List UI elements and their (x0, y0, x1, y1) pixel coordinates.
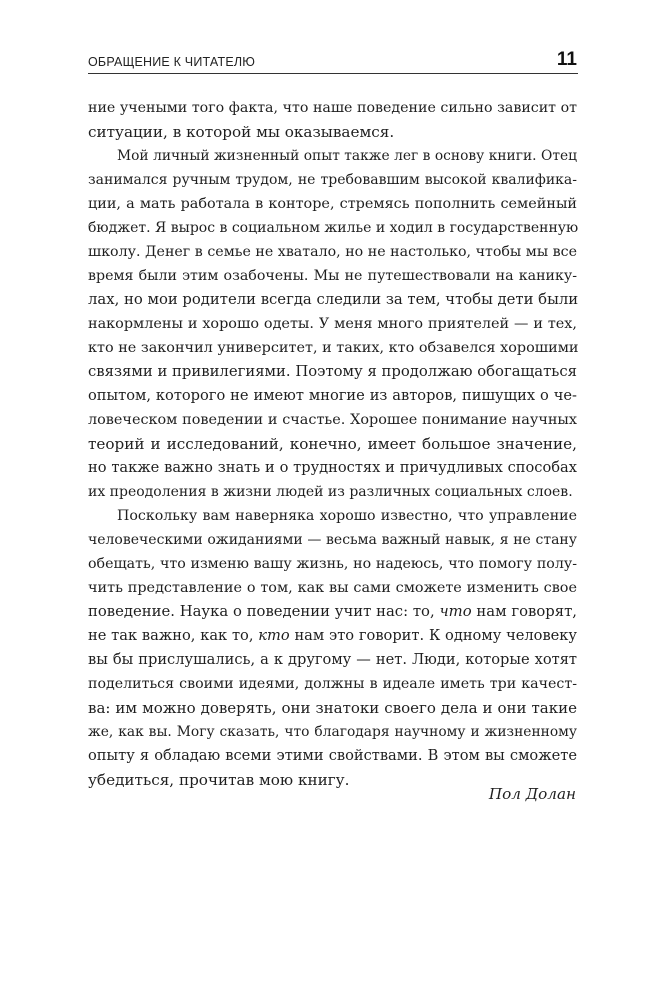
text-line: же, как вы. Могу сказать, что благодаря научному и жизненному (88, 724, 577, 740)
text-line: школу. Денег в семье не хватало, но не настолько, чтобы мы все (88, 244, 577, 260)
text-line: лах, но мои родители всегда следили за тем, чтобы дети были (88, 291, 579, 308)
text-line: поведение. Наука о поведении учит нас: то, что нам говорят, (88, 603, 577, 620)
text-line: чить представление о том, как вы сами сможете изменить свое (88, 580, 577, 596)
text-line: их преодоления в жизни людей из различных социальных слоев. (88, 484, 573, 500)
text-line: убедиться, прочитав мою книгу. (88, 771, 350, 789)
text-line: кто не закончил университет, и таких, кто обзавелся хорошими (88, 340, 579, 356)
text-line: время были этим озабочены. Мы не путешествовали на канику- (88, 268, 577, 284)
text-line: занимался ручным трудом, не требовавшим высокой квалифика- (88, 172, 577, 188)
text-line: обещать, что изменю вашу жизнь, но надеюсь, что помогу полу- (88, 556, 577, 572)
text-line: теорий и исследований, конечно, имеет большое значение, (88, 435, 577, 453)
text-line: ва: им можно доверять, они знатоки своего дела и они такие (88, 699, 577, 717)
running-header: ОБРАЩЕНИЕ К ЧИТАТЕЛЮ (88, 55, 256, 69)
paragraph-first-line: Мой личный жизненный опыт также лег в основу книги. Отец (117, 148, 577, 164)
paragraph-first-line: Поскольку вам наверняка хорошо известно, что управление (117, 508, 577, 524)
text-line: накормлены и хорошо одеты. У меня много приятелей — и тех, (88, 316, 577, 332)
text-line: не так важно, как то, кто нам это говорит. К одному человеку (88, 627, 578, 644)
text-line: связями и привилегиями. Поэтому я продолжаю обогащаться (88, 363, 577, 380)
text-line: бюджет. Я вырос в социальном жилье и ходил в государственную (88, 220, 579, 236)
text-line: опытом, которого не имеют многие из авторов, пишущих о че- (88, 387, 577, 404)
emphasis: кто (258, 627, 290, 644)
text-line: ние учеными того факта, что наше поведение сильно зависит от (88, 100, 577, 116)
text-line: ловеческом поведении и счастье. Хорошее понимание научных (88, 412, 577, 428)
text-line: ции, а мать работала в конторе, стремясь пополнить семейный (88, 196, 577, 212)
text-line: ситуации, в которой мы оказываемся. (88, 123, 395, 141)
author-signature: Пол Долан (488, 785, 576, 803)
text-line: поделиться своими идеями, должны в идеале иметь три качест- (88, 676, 577, 692)
emphasis: что (439, 603, 472, 620)
text-line: но также важно знать и о трудностях и причудливых способах (88, 459, 577, 476)
header-divider (88, 73, 578, 74)
page-number: 11 (556, 49, 577, 70)
text-line: опыту я обладаю всеми этими свойствами. В этом вы сможете (88, 747, 577, 764)
text-line: человеческими ожиданиями — весьма важный навык, я не стану (88, 532, 577, 548)
text-line: вы бы прислушались, а к другому — нет. Люди, которые хотят (88, 651, 577, 668)
